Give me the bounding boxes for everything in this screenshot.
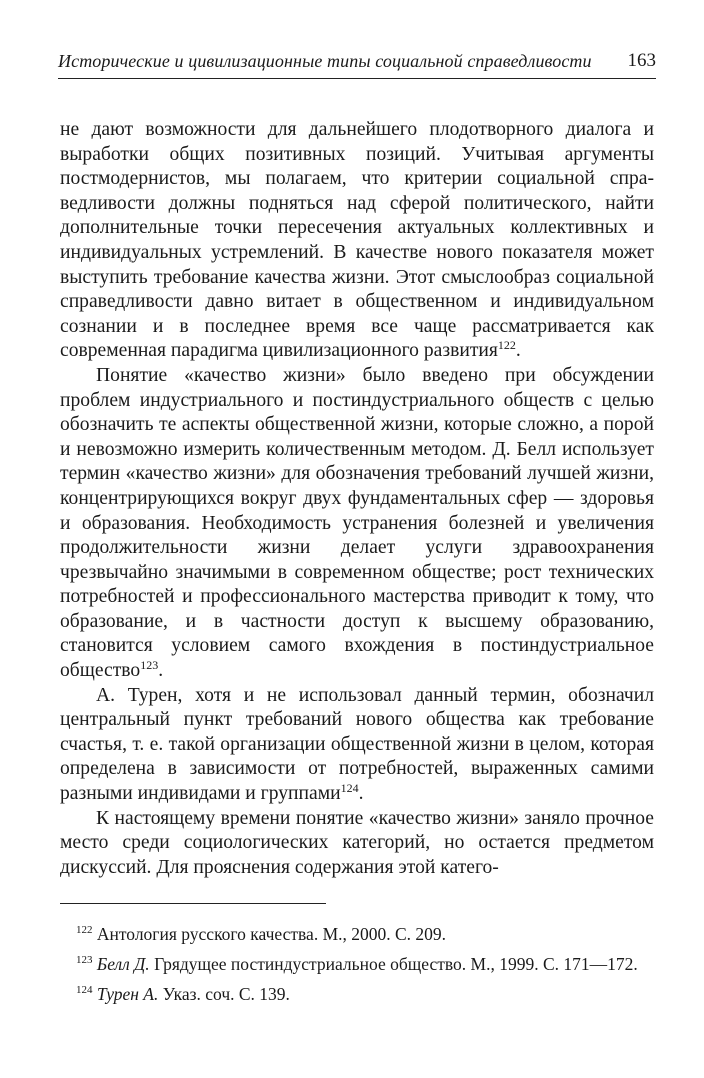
footnote-text: Грядущее постиндустриальное общество. М., 1999. С. 171—172.: [154, 954, 638, 974]
running-head-title: Исторические и цивилизационные типы социальной справедливости: [58, 51, 592, 71]
footnote-separator: [60, 903, 326, 904]
paragraph-1-text: не дают возможности для дальнейшего плодотворного диалога и выработки общих позитивных позиций. Учитывая аргументы постмодернистов, мы полагаем, что критерии социальной справедливости должны подняться над сферой политического, найти дополнительные точки пересечения актуальных коллективных и индивидуальных устремлений. В качестве нового показателя может выступить требование качества жизни. Этот смыслообраз социальной справедливости давно витает в общественном и индивидуальном сознании и в последнее время все чаще рассматривается как современная парадигма цивилизационного развития: [60, 119, 654, 362]
footnote-author: Турен А.: [96, 984, 159, 1004]
footnote-text: Антология русского качества. М., 2000. С. 209.: [96, 924, 447, 944]
footnote-124: [60, 982, 654, 1006]
main-text: [60, 118, 654, 880]
footnote-number: 123: [76, 954, 93, 966]
page-number: 163: [627, 50, 656, 71]
paragraph-2-text: Понятие «качество жизни» было введено при обсуждении проблем индустриального и постиндустриального обществ с целью обозначить те аспекты общественной жизни, которые сложно, а порой и невозможно измерить количественным методом. Д. Белл использует термин «качество жизни» для обозначения требований лучшей жизни, концентрирующихся вокруг двух фундаментальных сфер — здоровья и образования. Необходимость устранения болезней и увеличения продолжительности жизни делает услуги здравоохранения чрезвычайно значимыми в современном обществе; рост технических потребностей и профессионального мастерства приводит к тому, что образование, и в частности доступ к высшему образованию, становится условием самого вхождения в постиндустриальное общество: [60, 364, 654, 682]
footnotes: [60, 922, 654, 1012]
footnote-122: [60, 922, 654, 946]
footnote-ref-124: 124: [340, 781, 359, 796]
paragraph-3-text: А. Турен, хотя и не использовал данный термин, обозначил центральный пункт требований нового общества как требование счастья, т. е. такой организации общественной жизни в целом, которая определена в зависимости от потребностей, выраженных самими разными индивидами и группами: [60, 684, 654, 805]
footnote-ref-123: 123: [140, 658, 159, 673]
footnote-number: 124: [76, 984, 93, 996]
footnote-123: [60, 952, 654, 976]
footnote-text: Указ. соч. С. 139.: [162, 984, 290, 1004]
paragraph-4-text: К настоящему времени понятие «качество жизни» заняло прочное место среди социологических категорий, но остается предметом дискуссий. Для прояснения содержания этой катего-: [60, 807, 654, 878]
paragraph-1: не дают возможности для дальнейшего плодотворного диалога и выработки общих позитивных позиций. Учитывая аргументы постмодернистов, мы полагаем, что критерии социальной справедливости должны подняться над сферой политического, найти дополнительные точки пересечения актуальных коллективных и индивидуальных устремлений. В качестве нового показателя может выступить требование качества жизни. Этот смыслообраз социальной справедливости давно витает в общественном и индивидуальном сознании и в последнее время все чаще рассматривается как современная парадигма цивилизационного развития$^{122}$.: [60, 119, 654, 362]
running-header: [58, 44, 656, 79]
paragraph-3: А. Турен, хотя и не использовал данный термин, обозначил центральный пункт требований нового общества как требование счастья, т. е. такой организации общественной жизни в целом, которая определена в зависимости от потребностей, выраженных самими разными индивидами и группами$^{124}$.: [60, 684, 654, 805]
footnote-ref-122: 122: [497, 338, 516, 353]
footnote-number: 122: [76, 924, 93, 936]
paragraph-4: [60, 807, 654, 881]
paragraph-2: Понятие «качество жизни» было введено при обсуждении проблем индустриального и постиндустриального обществ с целью обозначить те аспекты общественной жизни, которые сложно, а порой и невозможно измерить количественным методом. Д. Белл использует термин «качество жизни» для обозначения требований лучшей жизни, концентрирующихся вокруг двух фундаментальных сфер — здоровья и образования. Необходимость устранения болезней и увеличения продолжительности жизни делает услуги здравоохранения чрезвычайно значимыми в современном обществе; рост технических потребностей и профессионального мастерства приводит к тому, что образование, и в частности доступ к высшему образованию, становится условием самого вхождения в постиндустриальное общество$^{123}$.: [60, 364, 654, 682]
footnote-author: Белл Д.: [96, 954, 150, 974]
